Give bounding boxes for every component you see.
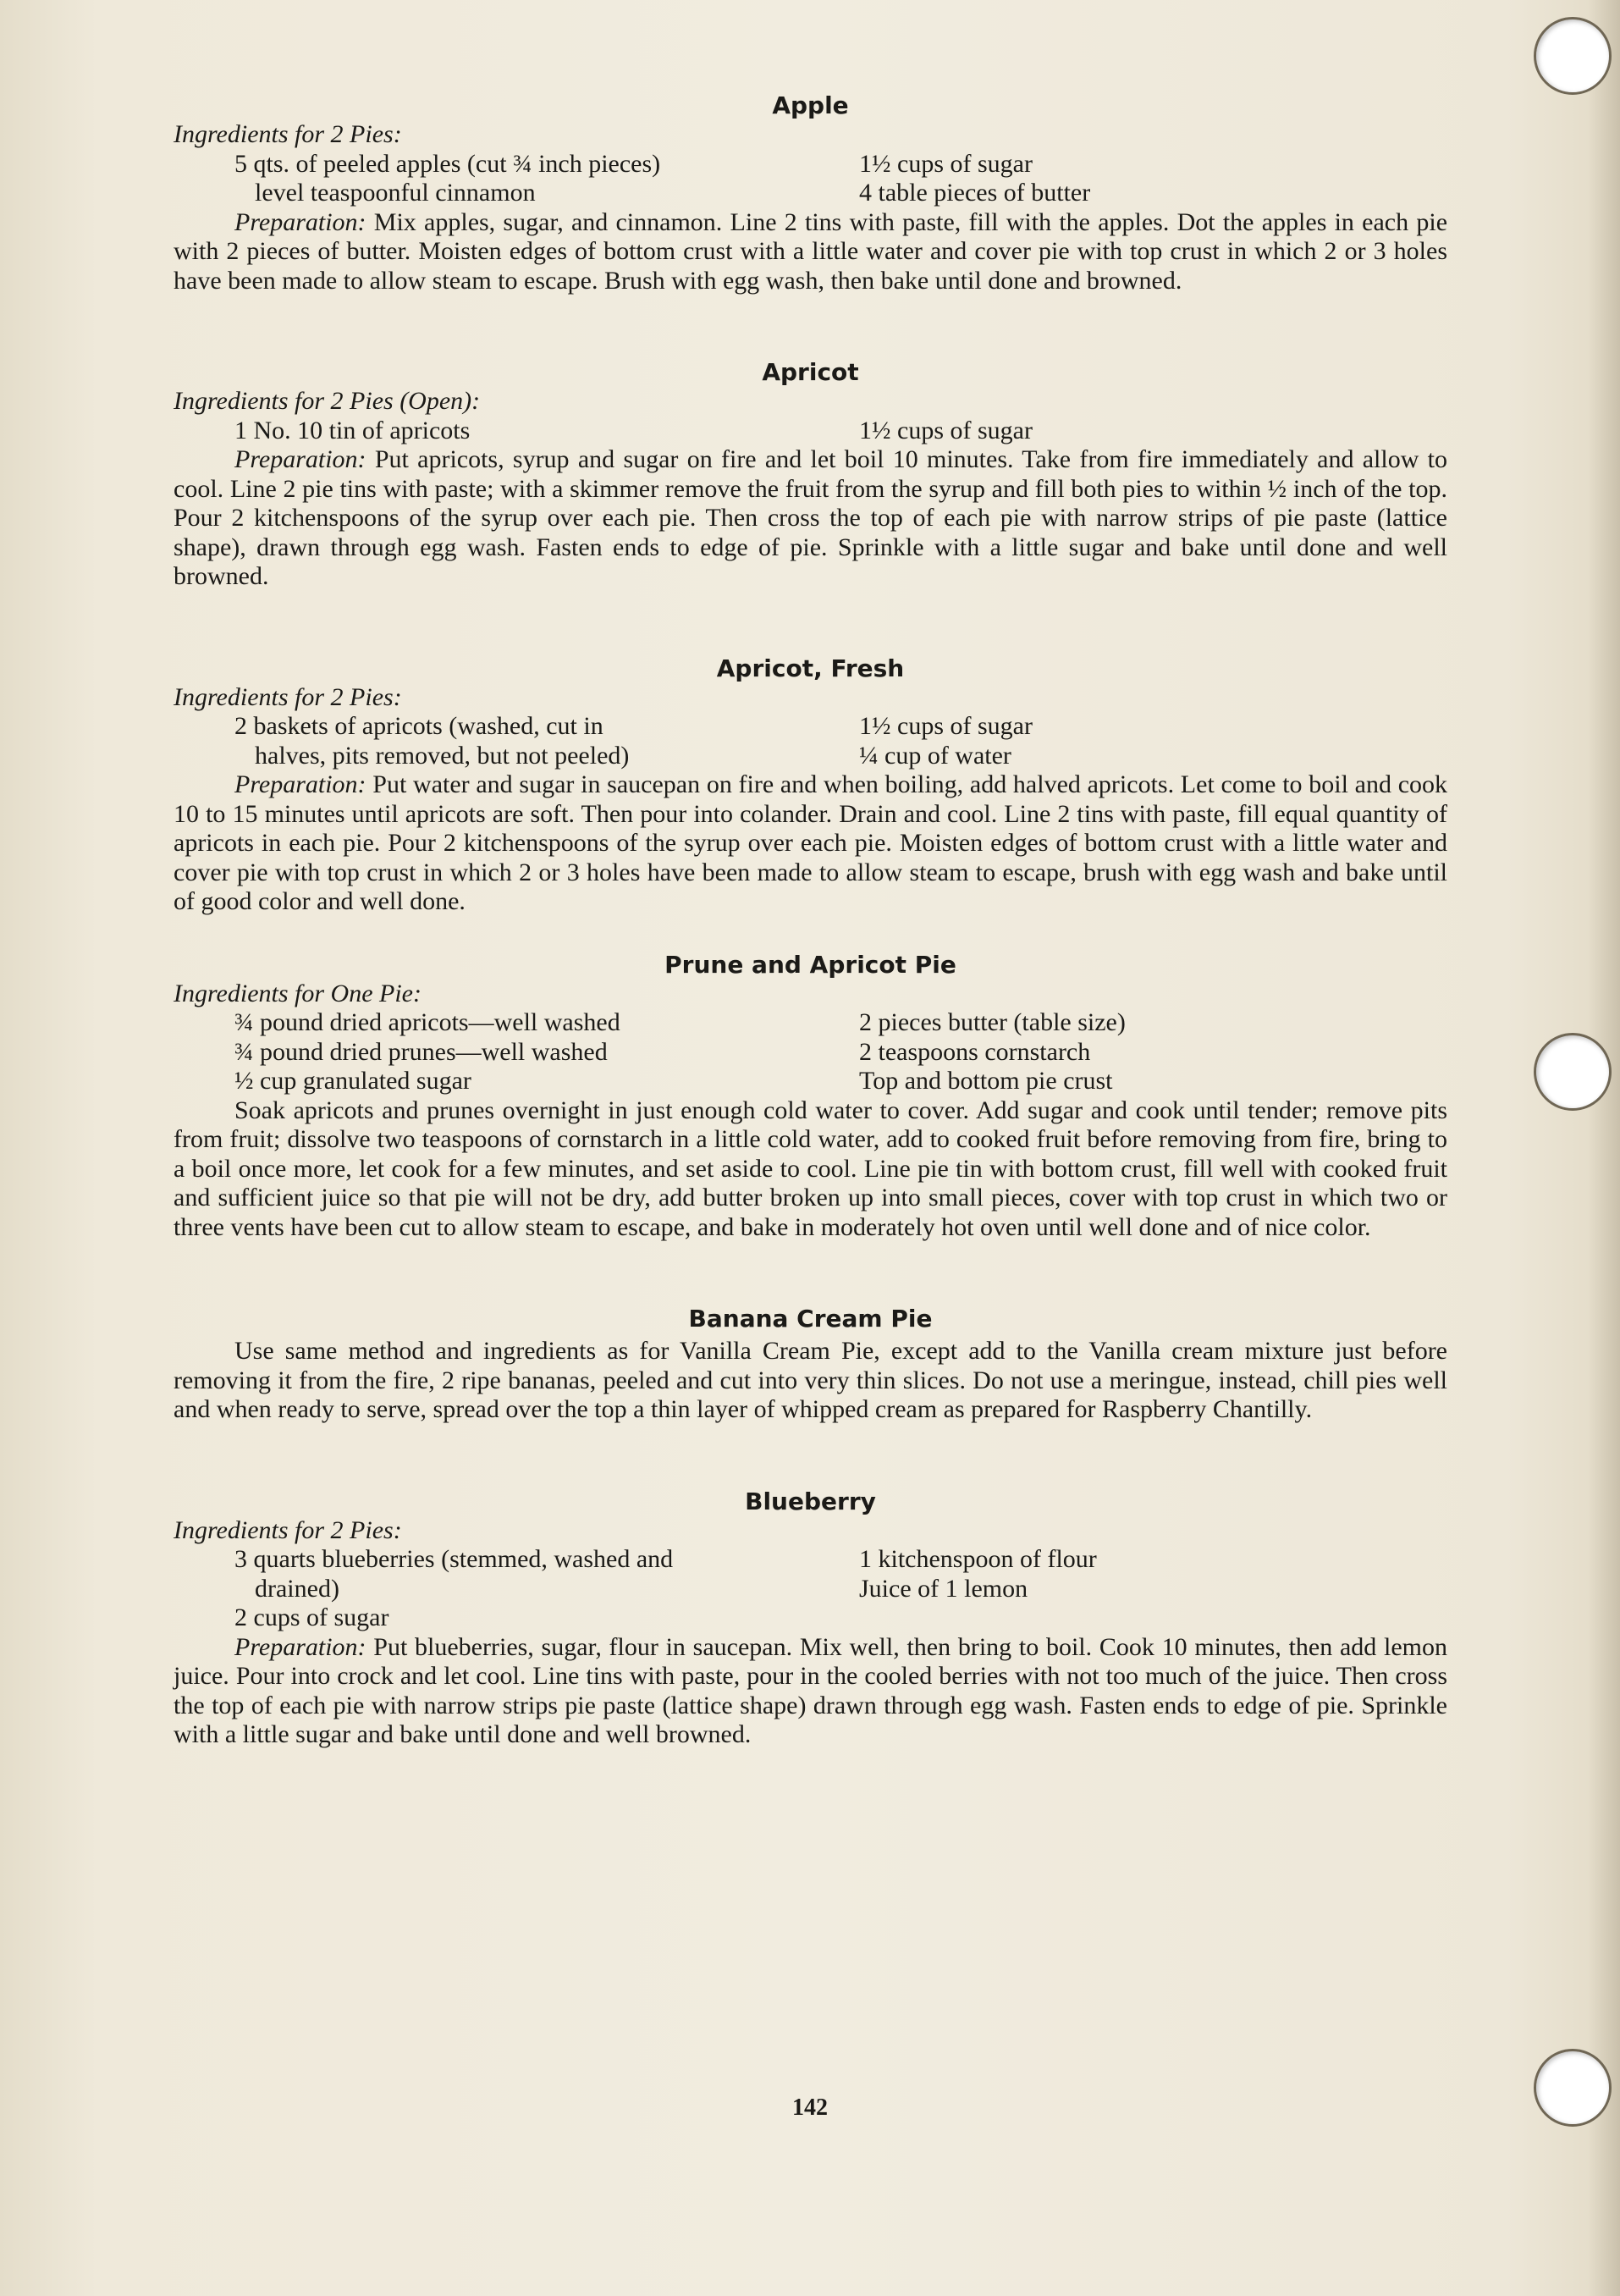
preparation-paragraph <box>174 208 1447 296</box>
ingredient-item: 5 qts. of peeled apples (cut ¾ inch pieces) <box>234 149 661 178</box>
ingredients-list <box>174 150 1447 208</box>
ingredient-item: 2 baskets of apricots (washed, cut in <box>234 712 603 740</box>
recipe-prune-apricot <box>174 951 1447 1243</box>
page-content <box>174 91 1447 1750</box>
ingredient-item: Top and bottom pie crust <box>859 1067 1113 1095</box>
ingredient-item: halves, pits removed, but not peeled) <box>255 741 630 770</box>
preparation-text: Put water and sugar in saucepan on fire and when boiling, add halved apricots. Let come to boil and cook 10 to 15 minutes until apricots are soft. Then pour into colander. Drain and cool. Line 2 tins with paste, fill equal quantity of apricots in each pie. Pour 2 kitchenspoons of the syrup over each pie. Moisten edges of bottom crust with a little water and cover pie with top crust in which 2 or 3 holes have been made to allow steam to escape, brush with egg wash and bake until of good color and well done. <box>174 770 1448 915</box>
ingredients-list <box>174 712 1447 770</box>
recipe-title-apricot: Apricot <box>762 358 859 386</box>
ingredients-heading: Ingredients for 2 Pies: <box>174 120 402 148</box>
punch-hole-middle <box>1534 1033 1612 1111</box>
recipe-apricot-fresh <box>174 654 1447 917</box>
ingredient-item: ¼ cup of water <box>859 741 1011 770</box>
ingredient-item: ¾ pound dried apricots—well washed <box>234 1008 620 1036</box>
preparation-text: Mix apples, sugar, and cinnamon. Line 2 tins with paste, fill with the apples. Dot the apples in each pie with 2 pieces of butter. Moisten edges of bottom crust with a little water and cover pie with top crust in which 2 or 3 holes have been made to allow steam to escape. Brush with egg wash, then bake until done and browned. <box>174 207 1448 295</box>
ingredient-item: 1 kitchenspoon of flour <box>859 1545 1097 1573</box>
preparation-paragraph <box>174 445 1447 592</box>
ingredients-heading: Ingredients for One Pie: <box>174 979 422 1007</box>
ingredient-item: 1½ cups of sugar <box>859 416 1033 444</box>
recipe-title-prune-apricot: Prune and Apricot Pie <box>664 950 956 979</box>
preparation-label: Preparation: <box>234 770 366 798</box>
ingredient-item: 1½ cups of sugar <box>859 712 1033 740</box>
ingredients-list <box>174 417 1447 446</box>
preparation-paragraph <box>174 1633 1447 1750</box>
recipe-apple <box>174 91 1447 295</box>
ingredient-item: 2 teaspoons cornstarch <box>859 1037 1091 1066</box>
ingredient-item: 3 quarts blueberries (stemmed, washed and <box>234 1545 674 1573</box>
ingredient-item: Juice of 1 lemon <box>859 1574 1028 1603</box>
preparation-paragraph: Use same method and ingredients as for Vanilla Cream Pie, except add to the Vanilla cream mixture just before removing it from the fire, 2 ripe bananas, peeled and cut into very thin slices. Do not use a meringue, instead, chill pies well and when ready to serve, spread over the top a thin layer of whipped cream as prepared for Raspberry Chantilly. <box>174 1337 1447 1423</box>
ingredient-item: 4 table pieces of butter <box>859 179 1091 207</box>
ingredients-heading: Ingredients for 2 Pies: <box>174 1515 402 1544</box>
ingredient-item: ½ cup granulated sugar <box>234 1067 471 1095</box>
ingredient-item: drained) <box>255 1574 339 1603</box>
recipe-title-apple: Apple <box>772 91 849 119</box>
ingredient-item: ¾ pound dried prunes—well washed <box>234 1037 608 1066</box>
page-number: 142 <box>792 2095 828 2121</box>
preparation-paragraph <box>174 770 1447 917</box>
ingredient-item: level teaspoonful cinnamon <box>255 179 536 207</box>
ingredient-item: 1 No. 10 tin of apricots <box>234 416 471 444</box>
ingredient-item: 2 cups of sugar <box>234 1603 389 1631</box>
preparation-text: Put apricots, syrup and sugar on fire and let boil 10 minutes. Take from fire immediately and allow to cool. Line 2 pie tins with paste; with a skimmer remove the fruit from the syrup and fill both pies to within ½ inch of the top. Pour 2 kitchenspoons of the syrup over each pie. Then cross the top of each pie with narrow strips of pie paste (lattice shape), drawn through egg wash. Fasten ends to edge of pie. Sprinkle with a little sugar and bake until done and well browned. <box>174 445 1448 590</box>
preparation-label: Preparation: <box>234 1632 366 1661</box>
preparation-label: Preparation: <box>234 445 366 473</box>
preparation-paragraph: Soak apricots and prunes overnight in just enough cold water to cover. Add sugar and cook until tender; remove pits from fruit; dissolve two teaspoons of cornstarch in a little cold water, add to cooked fruit before removing from fire, bring to a boil once more, let cook for a few minutes, and set aside to cool. Line pie tin with bottom crust, fill well with cooked fruit and sufficient juice so that pie will not be dry, add butter broken up into small pieces, cover with top crust in which two or three vents have been cut to allow steam to escape, and bake in moderately hot oven until well done and of nice color. <box>174 1096 1447 1241</box>
ingredient-item: 1½ cups of sugar <box>859 149 1033 178</box>
ingredients-list <box>174 1008 1447 1096</box>
recipe-apricot <box>174 358 1447 592</box>
recipe-title-banana-cream: Banana Cream Pie <box>688 1305 933 1333</box>
recipe-banana-cream <box>174 1305 1447 1425</box>
recipe-title-apricot-fresh: Apricot, Fresh <box>716 654 905 682</box>
page-edge-shadow <box>1588 0 1620 2296</box>
ingredients-heading: Ingredients for 2 Pies: <box>174 682 402 711</box>
preparation-label: Preparation: <box>234 207 366 236</box>
ingredients-list <box>174 1545 1447 1633</box>
recipe-blueberry <box>174 1487 1447 1750</box>
ingredient-item: 2 pieces butter (table size) <box>859 1008 1126 1036</box>
ingredients-heading: Ingredients for 2 Pies (Open): <box>174 387 481 415</box>
recipe-title-blueberry: Blueberry <box>745 1487 876 1515</box>
preparation-text: Put blueberries, sugar, flour in saucepan. Mix well, then bring to boil. Cook 10 minutes, then add lemon juice. Pour into crock and let cool. Line tins with paste, pour in the cooled berries with not too much of the juice. Then cross the top of each pie with narrow strips pie paste (lattice shape) drawn through egg wash. Fasten ends to edge of pie. Sprinkle with a little sugar and bake until done and well browned. <box>174 1632 1447 1748</box>
punch-hole-top <box>1534 17 1612 95</box>
